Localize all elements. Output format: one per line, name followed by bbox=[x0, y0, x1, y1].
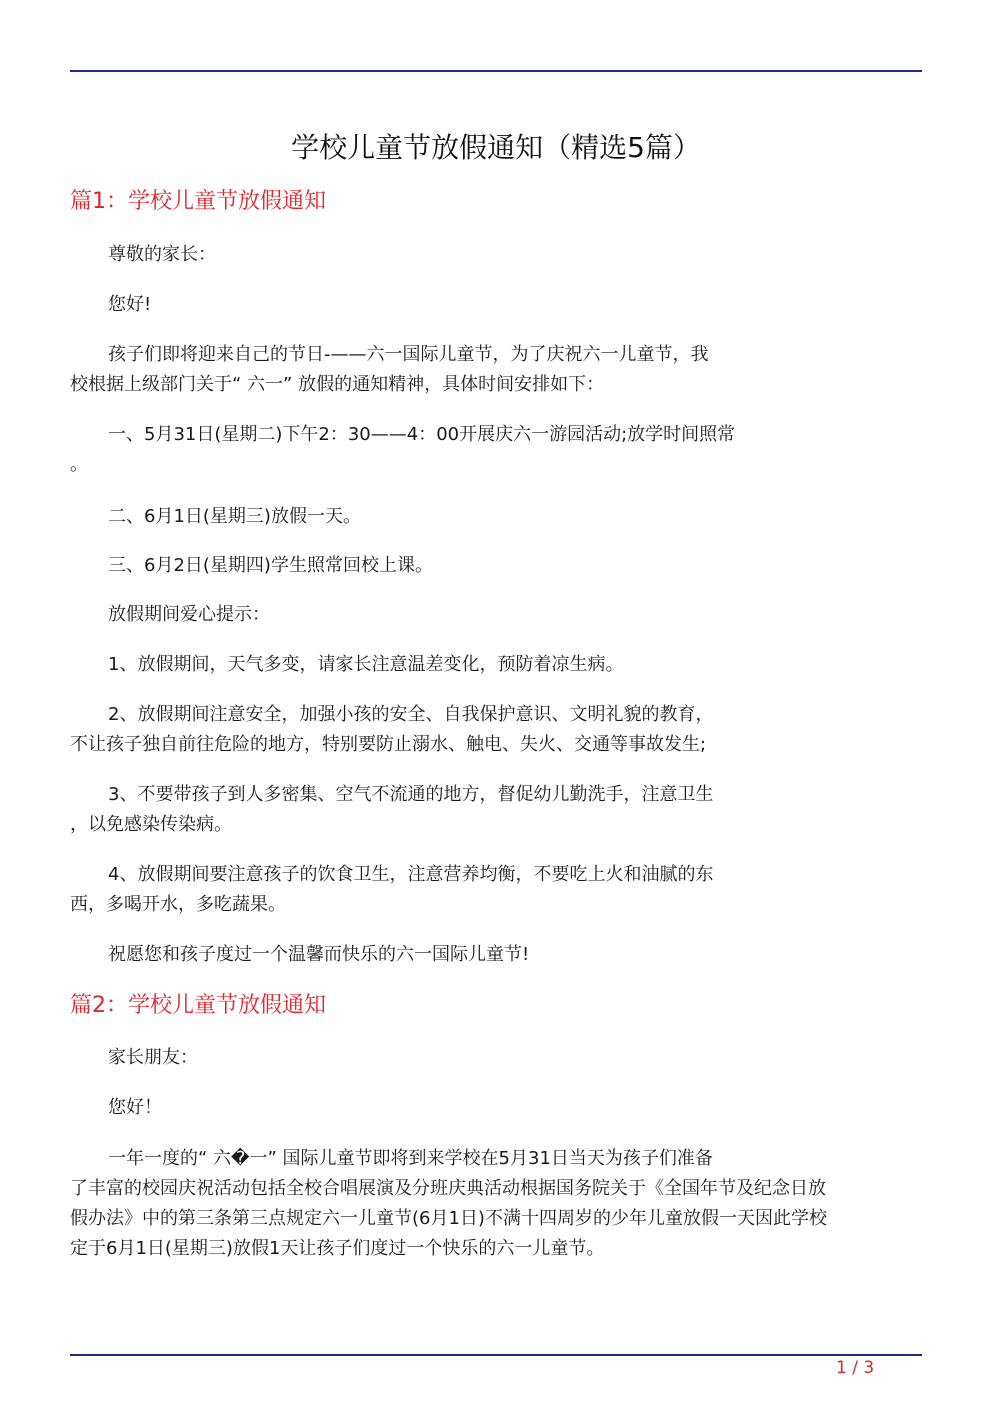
section-2-body bbox=[70, 1144, 922, 1264]
body-line: 假办法》中的第三条第三点规定六一儿童节(6月1日)不满十四周岁的少年儿童放假一天因此学校 bbox=[70, 1208, 827, 1229]
tip-line: 2、放假期间注意安全，加强小孩的安全、自我保护意识、文明礼貌的教育， bbox=[108, 704, 714, 725]
section-1-salutation bbox=[70, 240, 922, 270]
tip-line: ，以免感染传染病。 bbox=[70, 814, 232, 835]
item-line: 。 bbox=[70, 454, 88, 475]
section-1-tip-2 bbox=[70, 700, 922, 760]
header-rule bbox=[70, 70, 922, 72]
section-1-greeting bbox=[70, 290, 922, 320]
item-line: 三、6月2日(星期四)学生照常回校上课。 bbox=[108, 555, 433, 576]
footer-rule bbox=[70, 1354, 922, 1356]
body-line: 定于6月1日(星期三)放假1天让孩子们度过一个快乐的六一儿童节。 bbox=[70, 1238, 605, 1259]
section-1-closing bbox=[70, 940, 922, 970]
intro-line: 孩子们即将迎来自己的节日-——六一国际儿童节，为了庆祝六一儿童节，我 bbox=[108, 344, 709, 365]
intro-line: 校根据上级部门关于“ 六一” 放假的通知精神，具体时间安排如下： bbox=[70, 374, 605, 395]
section-1-tip-4 bbox=[70, 860, 922, 920]
section-1-item-3 bbox=[70, 551, 922, 581]
section-1-tip-3 bbox=[70, 780, 922, 840]
body-line: 一年一度的“ 六�一” 国际儿童节即将到来学校在5月31日当天为孩子们准备 bbox=[108, 1148, 713, 1169]
tip-line: 西，多喝开水，多吃蔬果。 bbox=[70, 894, 286, 915]
salutation-text: 尊敬的家长： bbox=[108, 244, 216, 265]
tip-line: 3、不要带孩子到人多密集、空气不流通的地方，督促幼儿勤洗手，注意卫生 bbox=[108, 784, 714, 805]
greeting-text: 您好! bbox=[108, 294, 152, 315]
section-1-item-1 bbox=[70, 420, 922, 480]
greeting-text: 您好！ bbox=[108, 1097, 162, 1118]
tips-title-text: 放假期间爱心提示： bbox=[108, 604, 270, 625]
section-1-intro bbox=[70, 340, 922, 400]
tip-line: 1、放假期间，天气多变，请家长注意温差变化，预防着凉生病。 bbox=[108, 654, 624, 675]
page-number: 1 / 3 bbox=[836, 1358, 875, 1378]
document-title: 学校儿童节放假通知（精选5篇） bbox=[291, 131, 701, 164]
section-1-heading: 篇1：学校儿童节放假通知 bbox=[70, 189, 326, 214]
section-1-tip-1 bbox=[70, 650, 922, 680]
closing-text: 祝愿您和孩子度过一个温馨而快乐的六一国际儿童节! bbox=[108, 944, 530, 965]
item-line: 一、5月31日(星期二)下午2：30——4：00开展庆六一游园活动;放学时间照常 bbox=[108, 424, 736, 445]
section-1-tips-title bbox=[70, 600, 922, 630]
section-2-heading: 篇2：学校儿童节放假通知 bbox=[70, 993, 326, 1018]
item-line: 二、6月1日(星期三)放假一天。 bbox=[108, 506, 361, 527]
tip-line: 4、放假期间要注意孩子的饮食卫生，注意营养均衡，不要吃上火和油腻的东 bbox=[108, 864, 714, 885]
salutation-text: 家长朋友： bbox=[108, 1047, 198, 1068]
section-2-greeting bbox=[70, 1093, 922, 1123]
section-1-item-2 bbox=[70, 502, 922, 532]
body-line: 了丰富的校园庆祝活动包括全校合唱展演及分班庆典活动根据国务院关于《全国年节及纪念日放 bbox=[70, 1178, 826, 1199]
section-2-salutation bbox=[70, 1043, 922, 1073]
tip-line: 不让孩子独自前往危险的地方，特别要防止溺水、触电、失火、交通等事故发生; bbox=[70, 734, 707, 755]
